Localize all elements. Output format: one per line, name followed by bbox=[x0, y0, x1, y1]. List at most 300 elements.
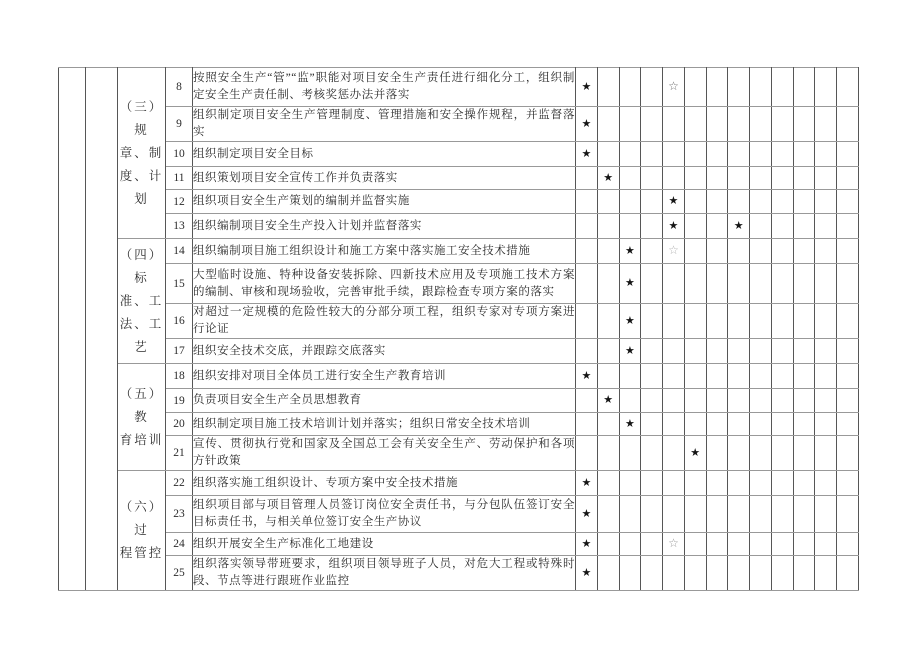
star-cell bbox=[750, 413, 772, 436]
table-row bbox=[59, 142, 859, 167]
star-cell bbox=[728, 264, 750, 304]
filled-star-icon: ★ bbox=[624, 244, 635, 257]
star-cell bbox=[771, 68, 793, 107]
table-row bbox=[59, 214, 859, 239]
filled-star-icon: ★ bbox=[581, 117, 592, 130]
star-cell bbox=[771, 167, 793, 190]
star-cell bbox=[619, 436, 641, 471]
star-cell bbox=[597, 533, 619, 556]
star-cell bbox=[706, 556, 728, 591]
row-number: 9 bbox=[166, 107, 193, 142]
star-cell bbox=[576, 533, 598, 556]
star-cell bbox=[750, 496, 772, 533]
filled-star-icon: ★ bbox=[668, 219, 679, 232]
star-cell bbox=[837, 436, 859, 471]
row-number: 14 bbox=[166, 239, 193, 264]
star-cell bbox=[750, 304, 772, 339]
star-cell bbox=[771, 556, 793, 591]
star-cell bbox=[793, 68, 815, 107]
hollow-star-icon: ☆ bbox=[668, 243, 679, 257]
table-row bbox=[59, 556, 859, 591]
filled-star-icon: ★ bbox=[581, 507, 592, 520]
safety-responsibility-table bbox=[58, 67, 859, 591]
star-cell bbox=[728, 304, 750, 339]
star-cell bbox=[771, 471, 793, 496]
star-cell bbox=[597, 239, 619, 264]
star-cell bbox=[728, 556, 750, 591]
filled-star-icon: ★ bbox=[581, 537, 592, 550]
star-cell bbox=[706, 389, 728, 413]
category-cell-group-standards-methods bbox=[118, 239, 166, 364]
star-cell bbox=[684, 214, 706, 239]
star-cell bbox=[815, 214, 837, 239]
star-cell bbox=[837, 496, 859, 533]
star-cell bbox=[728, 496, 750, 533]
star-cell bbox=[793, 436, 815, 471]
star-cell bbox=[619, 167, 641, 190]
table-row bbox=[59, 436, 859, 471]
filled-star-icon: ★ bbox=[733, 219, 744, 232]
matrix-body bbox=[59, 68, 859, 591]
star-cell bbox=[793, 107, 815, 142]
star-cell bbox=[597, 471, 619, 496]
table-row bbox=[59, 239, 859, 264]
duty-description: 负责项目安全生产全员思想教育 bbox=[193, 389, 576, 413]
filled-star-icon: ★ bbox=[624, 314, 635, 327]
star-cell bbox=[728, 142, 750, 167]
star-cell bbox=[750, 471, 772, 496]
star-cell bbox=[641, 304, 663, 339]
star-cell bbox=[815, 436, 837, 471]
star-cell bbox=[619, 239, 641, 264]
star-cell bbox=[684, 533, 706, 556]
star-cell bbox=[837, 190, 859, 214]
star-cell bbox=[641, 533, 663, 556]
star-cell bbox=[663, 142, 685, 167]
star-cell bbox=[837, 214, 859, 239]
spacer-column-2 bbox=[86, 68, 118, 591]
duty-description: 大型临时设施、特种设备安装拆除、四新技术应用及专项施工技术方案的编制、审核和现场验收，完善审批手续，跟踪检查专项方案的落实 bbox=[193, 264, 576, 304]
star-cell bbox=[597, 496, 619, 533]
star-cell bbox=[641, 107, 663, 142]
row-number: 13 bbox=[166, 214, 193, 239]
star-cell bbox=[728, 167, 750, 190]
star-cell bbox=[663, 264, 685, 304]
star-cell bbox=[706, 413, 728, 436]
row-number: 11 bbox=[166, 167, 193, 190]
star-cell bbox=[576, 413, 598, 436]
star-cell bbox=[771, 496, 793, 533]
star-cell bbox=[771, 389, 793, 413]
star-cell bbox=[815, 556, 837, 591]
duty-description: 组织安排对项目全体员工进行安全生产教育培训 bbox=[193, 364, 576, 389]
star-cell bbox=[619, 304, 641, 339]
star-cell bbox=[663, 533, 685, 556]
star-cell bbox=[619, 413, 641, 436]
category-label-line: 育培训 bbox=[119, 432, 164, 447]
star-cell bbox=[684, 471, 706, 496]
star-cell bbox=[597, 436, 619, 471]
star-cell bbox=[837, 533, 859, 556]
category-label-line: （六）过 bbox=[119, 500, 164, 537]
row-number: 12 bbox=[166, 190, 193, 214]
star-cell bbox=[663, 107, 685, 142]
star-cell bbox=[815, 364, 837, 389]
duty-description: 组织项目安全生产策划的编制并监督实施 bbox=[193, 190, 576, 214]
star-cell bbox=[837, 264, 859, 304]
star-cell bbox=[728, 413, 750, 436]
row-number: 18 bbox=[166, 364, 193, 389]
table-row bbox=[59, 304, 859, 339]
filled-star-icon: ★ bbox=[624, 344, 635, 357]
hollow-star-icon: ☆ bbox=[668, 536, 679, 550]
star-cell bbox=[641, 190, 663, 214]
star-cell bbox=[837, 142, 859, 167]
category-label-line: 度、计划 bbox=[119, 168, 164, 206]
star-cell bbox=[663, 339, 685, 364]
star-cell bbox=[619, 68, 641, 107]
star-cell bbox=[576, 389, 598, 413]
star-cell bbox=[576, 496, 598, 533]
star-cell bbox=[684, 436, 706, 471]
star-cell bbox=[641, 339, 663, 364]
star-cell bbox=[641, 471, 663, 496]
star-cell bbox=[706, 304, 728, 339]
duty-description: 组织安全技术交底，并跟踪交底落实 bbox=[193, 339, 576, 364]
star-cell bbox=[771, 413, 793, 436]
star-cell bbox=[793, 496, 815, 533]
star-cell bbox=[771, 364, 793, 389]
star-cell bbox=[576, 364, 598, 389]
star-cell bbox=[728, 389, 750, 413]
star-cell bbox=[641, 214, 663, 239]
star-cell bbox=[684, 304, 706, 339]
star-cell bbox=[576, 471, 598, 496]
star-cell bbox=[663, 496, 685, 533]
row-number: 8 bbox=[166, 68, 193, 107]
star-cell bbox=[750, 436, 772, 471]
star-cell bbox=[728, 239, 750, 264]
star-cell bbox=[771, 436, 793, 471]
filled-star-icon: ★ bbox=[668, 195, 679, 207]
category-label-line: （五）教 bbox=[119, 386, 164, 424]
star-cell bbox=[750, 556, 772, 591]
row-number: 25 bbox=[166, 556, 193, 591]
star-cell bbox=[619, 339, 641, 364]
star-cell bbox=[750, 68, 772, 107]
star-cell bbox=[750, 142, 772, 167]
star-cell bbox=[576, 239, 598, 264]
star-cell bbox=[750, 190, 772, 214]
filled-star-icon: ★ bbox=[581, 80, 592, 93]
star-cell bbox=[576, 190, 598, 214]
star-cell bbox=[706, 142, 728, 167]
table-row bbox=[59, 167, 859, 190]
star-cell bbox=[706, 436, 728, 471]
star-cell bbox=[597, 339, 619, 364]
star-cell bbox=[706, 68, 728, 107]
star-cell bbox=[728, 533, 750, 556]
star-cell bbox=[837, 304, 859, 339]
star-cell bbox=[706, 214, 728, 239]
star-cell bbox=[750, 167, 772, 190]
star-cell bbox=[728, 436, 750, 471]
star-cell bbox=[728, 364, 750, 389]
table-row bbox=[59, 389, 859, 413]
star-cell bbox=[815, 239, 837, 264]
star-cell bbox=[684, 389, 706, 413]
star-cell bbox=[641, 239, 663, 264]
spacer-column-1 bbox=[59, 68, 86, 591]
star-cell bbox=[815, 142, 837, 167]
star-cell bbox=[793, 190, 815, 214]
star-cell bbox=[771, 533, 793, 556]
star-cell bbox=[597, 304, 619, 339]
star-cell bbox=[706, 533, 728, 556]
star-cell bbox=[750, 389, 772, 413]
star-cell bbox=[597, 214, 619, 239]
star-cell bbox=[837, 389, 859, 413]
star-cell bbox=[750, 364, 772, 389]
star-cell bbox=[641, 142, 663, 167]
star-cell bbox=[576, 556, 598, 591]
star-cell bbox=[815, 471, 837, 496]
filled-star-icon: ★ bbox=[624, 277, 635, 289]
star-cell bbox=[837, 339, 859, 364]
category-label-line: （三）规 bbox=[119, 99, 164, 137]
star-cell bbox=[663, 436, 685, 471]
star-cell bbox=[793, 339, 815, 364]
category-cell-group-rules-plans bbox=[118, 68, 166, 239]
star-cell bbox=[706, 107, 728, 142]
table-row bbox=[59, 496, 859, 533]
star-cell bbox=[706, 190, 728, 214]
star-cell bbox=[619, 264, 641, 304]
star-cell bbox=[619, 496, 641, 533]
star-cell bbox=[663, 556, 685, 591]
star-cell bbox=[663, 68, 685, 107]
row-number: 19 bbox=[166, 389, 193, 413]
table-row bbox=[59, 68, 859, 107]
filled-star-icon: ★ bbox=[581, 476, 592, 489]
star-cell bbox=[793, 389, 815, 413]
star-cell bbox=[815, 190, 837, 214]
star-cell bbox=[706, 167, 728, 190]
star-cell bbox=[771, 142, 793, 167]
star-cell bbox=[663, 471, 685, 496]
table-row bbox=[59, 471, 859, 496]
star-cell bbox=[597, 107, 619, 142]
star-cell bbox=[728, 107, 750, 142]
star-cell bbox=[793, 304, 815, 339]
star-cell bbox=[728, 190, 750, 214]
star-cell bbox=[641, 496, 663, 533]
star-cell bbox=[684, 239, 706, 264]
table-row bbox=[59, 339, 859, 364]
star-cell bbox=[576, 142, 598, 167]
star-cell bbox=[641, 436, 663, 471]
star-cell bbox=[684, 364, 706, 389]
star-cell bbox=[793, 167, 815, 190]
star-cell bbox=[815, 264, 837, 304]
star-cell bbox=[815, 413, 837, 436]
star-cell bbox=[597, 264, 619, 304]
star-cell bbox=[684, 190, 706, 214]
star-cell bbox=[684, 167, 706, 190]
star-cell bbox=[641, 264, 663, 304]
star-cell bbox=[576, 167, 598, 190]
star-cell bbox=[837, 471, 859, 496]
star-cell bbox=[837, 556, 859, 591]
row-number: 15 bbox=[166, 264, 193, 304]
duty-description: 按照安全生产“管”“监”职能对项目安全生产责任进行细化分工，组织制定安全生产责任制、考核奖惩办法并落实 bbox=[193, 68, 576, 107]
row-number: 24 bbox=[166, 533, 193, 556]
star-cell bbox=[793, 214, 815, 239]
filled-star-icon: ★ bbox=[603, 394, 614, 406]
duty-description: 组织制定项目安全目标 bbox=[193, 142, 576, 167]
row-number: 17 bbox=[166, 339, 193, 364]
star-cell bbox=[837, 107, 859, 142]
star-cell bbox=[771, 339, 793, 364]
star-cell bbox=[750, 239, 772, 264]
duty-description: 组织落实领导带班要求，组织项目领导班子人员，对危大工程或特殊时段、节点等进行跟班作业监控 bbox=[193, 556, 576, 591]
category-label-line: 章、制 bbox=[119, 145, 164, 160]
star-cell bbox=[619, 364, 641, 389]
star-cell bbox=[728, 214, 750, 239]
star-cell bbox=[728, 339, 750, 364]
star-cell bbox=[597, 167, 619, 190]
star-cell bbox=[597, 556, 619, 591]
star-cell bbox=[597, 68, 619, 107]
star-cell bbox=[815, 68, 837, 107]
star-cell bbox=[619, 556, 641, 591]
star-cell bbox=[815, 339, 837, 364]
star-cell bbox=[663, 413, 685, 436]
duty-description: 组织开展安全生产标准化工地建设 bbox=[193, 533, 576, 556]
star-cell bbox=[619, 190, 641, 214]
star-cell bbox=[597, 389, 619, 413]
star-cell bbox=[815, 107, 837, 142]
star-cell bbox=[576, 214, 598, 239]
star-cell bbox=[576, 436, 598, 471]
star-cell bbox=[837, 167, 859, 190]
filled-star-icon: ★ bbox=[690, 446, 701, 459]
star-cell bbox=[619, 214, 641, 239]
star-cell bbox=[837, 413, 859, 436]
star-cell bbox=[815, 389, 837, 413]
duty-description: 宣传、贯彻执行党和国家及全国总工会有关安全生产、劳动保护和各项方针政策 bbox=[193, 436, 576, 471]
table-row bbox=[59, 264, 859, 304]
star-cell bbox=[750, 533, 772, 556]
star-cell bbox=[641, 68, 663, 107]
star-cell bbox=[684, 496, 706, 533]
filled-star-icon: ★ bbox=[581, 369, 592, 382]
star-cell bbox=[597, 413, 619, 436]
star-cell bbox=[619, 471, 641, 496]
star-cell bbox=[641, 556, 663, 591]
category-label-line: （四）标 bbox=[119, 247, 164, 285]
star-cell bbox=[706, 364, 728, 389]
star-cell bbox=[684, 413, 706, 436]
star-cell bbox=[663, 304, 685, 339]
duty-description: 组织项目部与项目管理人员签订岗位安全责任书，与分包队伍签订安全目标责任书，与相关单位签订安全生产协议 bbox=[193, 496, 576, 533]
row-number: 16 bbox=[166, 304, 193, 339]
star-cell bbox=[771, 214, 793, 239]
row-number: 10 bbox=[166, 142, 193, 167]
category-label-line: 准、工 bbox=[119, 293, 164, 308]
table-row bbox=[59, 190, 859, 214]
duty-description: 组织策划项目安全宣传工作并负责落实 bbox=[193, 167, 576, 190]
responsibility-table-wrap bbox=[58, 67, 859, 591]
star-cell bbox=[771, 304, 793, 339]
star-cell bbox=[750, 264, 772, 304]
star-cell bbox=[663, 167, 685, 190]
star-cell bbox=[793, 471, 815, 496]
table-row bbox=[59, 413, 859, 436]
star-cell bbox=[597, 364, 619, 389]
star-cell bbox=[793, 413, 815, 436]
category-label-line: 法、工艺 bbox=[119, 316, 164, 354]
category-label-line: 程管控 bbox=[119, 546, 164, 560]
star-cell bbox=[576, 304, 598, 339]
filled-star-icon: ★ bbox=[624, 417, 635, 430]
star-cell bbox=[815, 496, 837, 533]
category-cell-group-education-training bbox=[118, 364, 166, 471]
star-cell bbox=[750, 214, 772, 239]
star-cell bbox=[576, 339, 598, 364]
star-cell bbox=[597, 142, 619, 167]
star-cell bbox=[793, 264, 815, 304]
star-cell bbox=[663, 214, 685, 239]
star-cell bbox=[837, 364, 859, 389]
star-cell bbox=[771, 190, 793, 214]
star-cell bbox=[750, 107, 772, 142]
star-cell bbox=[619, 389, 641, 413]
star-cell bbox=[576, 107, 598, 142]
star-cell bbox=[663, 239, 685, 264]
star-cell bbox=[728, 471, 750, 496]
star-cell bbox=[837, 68, 859, 107]
category-cell-group-process-control bbox=[118, 471, 166, 591]
table-row bbox=[59, 107, 859, 142]
star-cell bbox=[619, 107, 641, 142]
star-cell bbox=[793, 364, 815, 389]
star-cell bbox=[771, 107, 793, 142]
row-number: 21 bbox=[166, 436, 193, 471]
duty-description: 组织落实施工组织设计、专项方案中安全技术措施 bbox=[193, 471, 576, 496]
star-cell bbox=[771, 264, 793, 304]
duty-description: 组织制定项目安全生产管理制度、管理措施和安全操作规程，并监督落实 bbox=[193, 107, 576, 142]
star-cell bbox=[793, 533, 815, 556]
star-cell bbox=[684, 107, 706, 142]
star-cell bbox=[793, 556, 815, 591]
star-cell bbox=[837, 239, 859, 264]
star-cell bbox=[706, 496, 728, 533]
duty-description: 组织编制项目施工组织设计和施工方案中落实施工安全技术措施 bbox=[193, 239, 576, 264]
star-cell bbox=[597, 190, 619, 214]
table-row bbox=[59, 533, 859, 556]
filled-star-icon: ★ bbox=[581, 566, 592, 579]
star-cell bbox=[706, 471, 728, 496]
star-cell bbox=[663, 190, 685, 214]
star-cell bbox=[728, 68, 750, 107]
duty-description: 组织编制项目安全生产投入计划并监督落实 bbox=[193, 214, 576, 239]
star-cell bbox=[684, 339, 706, 364]
star-cell bbox=[684, 68, 706, 107]
duty-description: 组织制定项目施工技术培训计划并落实；组织日常安全技术培训 bbox=[193, 413, 576, 436]
row-number: 22 bbox=[166, 471, 193, 496]
table-row bbox=[59, 364, 859, 389]
